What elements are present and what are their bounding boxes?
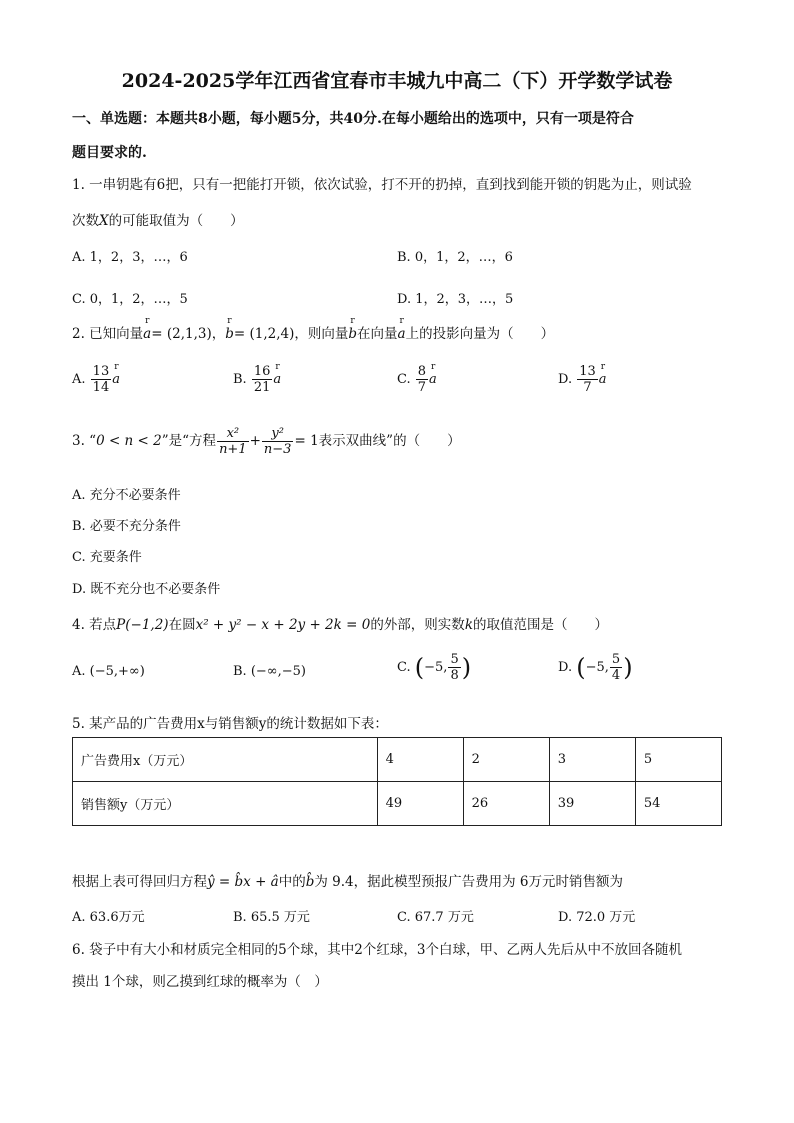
q5-option-a: A. 63.6万元 [72, 910, 145, 925]
q2-vector-b: r b [225, 326, 234, 342]
q1-option-a: A. 1，2，3，…，6 [72, 250, 188, 265]
q3-suffix: 表示双曲线”的（ ） [318, 433, 461, 449]
q3-equals: = 1 [294, 433, 319, 449]
q4-option-d-label: D. [558, 660, 573, 675]
q2-option-d-vector: r a [599, 372, 607, 387]
table-row-header: 广告费用x（万元） [73, 738, 378, 782]
q2-option-d [558, 364, 607, 395]
q4-variable-k: k [464, 617, 473, 633]
q2-option-a-fraction [91, 364, 112, 395]
q5-b-hat: b̂ [305, 874, 315, 890]
q4-suffix: 的取值范围是（ ） [473, 617, 608, 633]
q2-suffix: 上的投影向量为（ ） [405, 326, 555, 342]
q2-option-a-label: A. [72, 372, 86, 387]
q2-option-b-vector: r a [273, 372, 281, 387]
table-row [73, 738, 722, 782]
q2-stem [72, 322, 554, 342]
q4-circle-equation: x² + y² − x + 2y + 2k = 0 [195, 617, 371, 633]
q2-vector-a-ref: r a [398, 326, 406, 342]
left-paren: ( [576, 653, 586, 682]
q2-vector-b-value: = (1,2,4) [233, 326, 295, 342]
fraction-denominator: 4 [611, 668, 621, 683]
q2-option-c-fraction [416, 364, 428, 395]
q5-data-table [72, 737, 722, 826]
fraction-denominator: 7 [417, 380, 427, 395]
q5-text-a: 根据上表可得回归方程 [72, 874, 207, 890]
q4-option-d-fraction [610, 652, 622, 683]
q2-vector-a-value: = (2,1,3) [151, 326, 212, 342]
fraction-numerator: x² [217, 426, 249, 442]
q1-text-b: 的可能取值为（ ） [108, 213, 244, 229]
table-cell: 3 [549, 738, 635, 782]
section-heading-line2: 题目要求的. [72, 145, 147, 161]
q2-option-b-label: B. [233, 372, 247, 387]
q2-mid2: 在向量 [357, 326, 398, 342]
table-cell: 26 [463, 782, 549, 826]
q5-regression-equation: ŷ = b̂x + â [207, 874, 279, 890]
section-heading-line1: 一、单选题：本题共8小题，每小题5分，共40分.在每小题给出的选项中，只有一项是符合 [72, 111, 634, 127]
q3-plus: + [249, 433, 261, 449]
q3-condition: 0 < n < 2 [96, 433, 162, 449]
q2-separator: ， [211, 326, 226, 342]
q3-option-d: D. 既不充分也不必要条件 [72, 582, 221, 597]
q4-prefix: 4. 若点 [72, 617, 117, 633]
q4-option-d-lower: −5, [585, 660, 609, 675]
q1-stem-line2 [72, 209, 244, 229]
q4-option-a-label: A. [72, 664, 86, 679]
q2-option-c-label: C. [397, 372, 411, 387]
fraction-numerator: y² [262, 426, 294, 442]
q4-option-c-lower: −5, [424, 660, 448, 675]
q2-option-a [72, 364, 120, 395]
fraction-denominator: 8 [450, 668, 459, 683]
q2-option-b [233, 364, 281, 395]
q4-mid2: 的外部，则实数 [370, 617, 465, 633]
q3-option-c: C. 充要条件 [72, 550, 142, 565]
page-title: 2024-2025学年江西省宜春市丰城九中高二（下）开学数学试卷 [121, 70, 673, 92]
q5-option-c: C. 67.7 万元 [397, 910, 474, 925]
fraction-denominator: 21 [253, 380, 271, 395]
table-cell: 2 [463, 738, 549, 782]
fraction-numerator: 13 [579, 364, 596, 379]
q5-stem [72, 870, 623, 890]
q4-option-c [397, 652, 471, 683]
q3-option-a: A. 充分不必要条件 [72, 488, 181, 503]
q5-option-d: D. 72.0 万元 [558, 910, 636, 925]
q2-option-b-fraction [252, 364, 273, 395]
fraction-numerator: 13 [92, 364, 110, 379]
q5-option-b: B. 65.5 万元 [233, 910, 310, 925]
q3-option-b: B. 必要不充分条件 [72, 519, 181, 534]
q4-point: P(−1,2) [116, 617, 169, 633]
fraction-numerator: 5 [450, 652, 459, 667]
table-cell: 54 [635, 782, 721, 826]
q4-option-b [233, 664, 306, 679]
right-paren: ) [623, 653, 633, 682]
q1-option-d: D. 1，2，3，…，5 [397, 292, 514, 307]
table-cell: 49 [377, 782, 463, 826]
fraction-denominator: n−3 [263, 442, 292, 457]
q5-intro: 5. 某产品的广告费用x与销售额y的统计数据如下表： [72, 716, 388, 732]
q5-text-b: 中的 [278, 874, 306, 890]
q3-mid: ”是“方程 [161, 433, 217, 449]
q4-option-a [72, 664, 145, 679]
q2-option-c [397, 364, 437, 395]
table-cell: 39 [549, 782, 635, 826]
q1-text-a: 次数 [72, 213, 99, 229]
q4-mid: 在圆 [168, 617, 196, 633]
q2-vector-b-ref: r b [348, 326, 357, 342]
q4-option-c-label: C. [397, 660, 411, 675]
q4-option-b-label: B. [233, 664, 247, 679]
q2-prefix: 2. 已知向量 [72, 326, 144, 342]
fraction-numerator: 5 [611, 652, 621, 667]
q2-option-d-fraction [577, 364, 598, 395]
q6-stem-line1: 6. 袋子中有大小和材质完全相同的5个球，其中2个红球，3个白球，甲、乙两人先后从中不放回各随机 [72, 942, 682, 958]
q3-prefix: 3. “ [72, 433, 97, 449]
q4-option-b-value: (−∞,−5) [250, 664, 306, 679]
q2-option-a-vector: r a [112, 372, 120, 387]
table-cell: 4 [377, 738, 463, 782]
q4-stem [72, 613, 608, 633]
q1-stem-line1: 1. 一串钥匙有6把，只有一把能打开锁，依次试验，打不开的扔掉，直到找到能开锁的钥匙为止，则试验 [72, 177, 692, 193]
q2-option-c-vector: r a [429, 372, 437, 387]
q4-option-d [558, 652, 633, 683]
q1-option-b: B. 0，1，2，…，6 [397, 250, 513, 265]
q1-option-c: C. 0，1，2，…，5 [72, 292, 188, 307]
q3-stem [72, 426, 461, 457]
q2-vector-a: r a [143, 326, 151, 342]
fraction-denominator: 7 [583, 380, 592, 395]
q2-option-d-label: D. [558, 372, 573, 387]
q5-text-c: 为 9.4，据此模型预报广告费用为 6万元时销售额为 [314, 874, 624, 890]
q4-option-a-value: (−5,+∞) [89, 664, 145, 679]
fraction-denominator: 14 [92, 380, 110, 395]
fraction-numerator: 8 [417, 364, 427, 379]
q4-option-c-fraction [448, 652, 460, 683]
table-cell: 5 [635, 738, 721, 782]
table-row-header: 销售额y（万元） [73, 782, 378, 826]
right-paren: ) [461, 653, 472, 682]
fraction-numerator: 16 [253, 364, 271, 379]
q2-mid: ，则向量 [294, 326, 349, 342]
fraction-denominator: n+1 [219, 442, 247, 457]
q1-variable: X [99, 213, 109, 229]
left-paren: ( [414, 653, 425, 682]
table-row [73, 782, 722, 826]
q3-fraction-x [217, 426, 249, 457]
q3-fraction-y [262, 426, 294, 457]
q6-stem-line2: 摸出 1个球，则乙摸到红球的概率为（ ） [72, 974, 328, 990]
